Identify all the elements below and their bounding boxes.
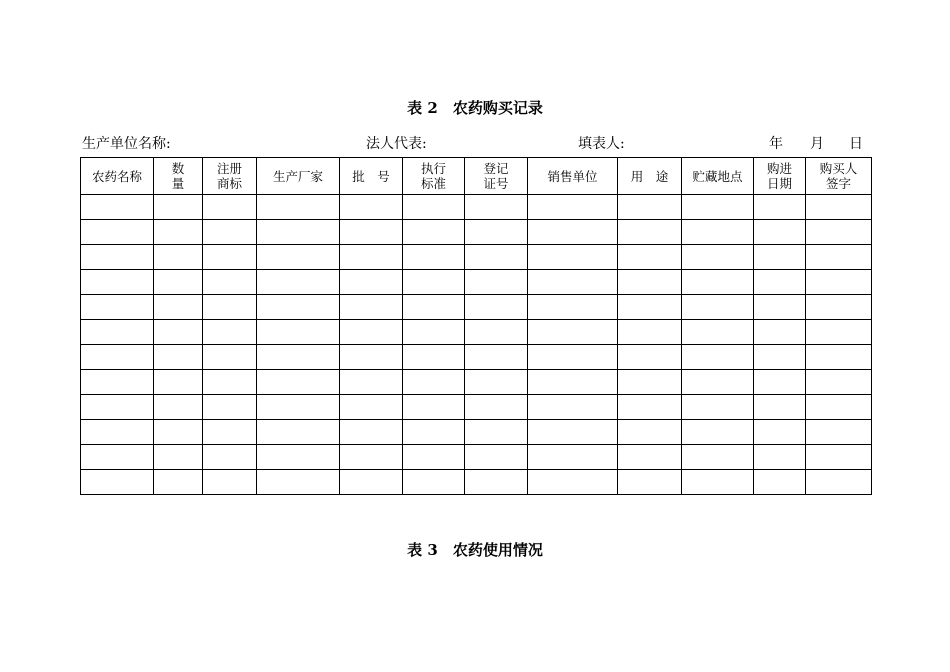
table-cell[interactable]	[257, 195, 340, 220]
table-row	[81, 195, 872, 220]
table-cell[interactable]	[81, 220, 154, 245]
table-cell[interactable]	[465, 245, 528, 270]
table-cell[interactable]	[618, 245, 682, 270]
table-cell[interactable]	[403, 320, 465, 345]
table-cell[interactable]	[154, 245, 203, 270]
table-cell[interactable]	[154, 320, 203, 345]
table-cell[interactable]	[682, 395, 754, 420]
table-cell[interactable]	[81, 420, 154, 445]
column-header	[340, 158, 403, 195]
table-cell[interactable]	[754, 320, 806, 345]
table-cell[interactable]	[682, 220, 754, 245]
table-cell[interactable]	[806, 320, 872, 345]
table-cell[interactable]	[754, 395, 806, 420]
table-cell[interactable]	[465, 370, 528, 395]
table-cell[interactable]	[154, 445, 203, 470]
table-cell[interactable]	[806, 395, 872, 420]
column-header	[618, 158, 682, 195]
column-header	[81, 158, 154, 195]
column-header	[754, 158, 806, 195]
table-cell[interactable]	[754, 195, 806, 220]
table-cell[interactable]	[154, 270, 203, 295]
column-header-line1: 购进	[766, 161, 792, 176]
table-cell[interactable]	[465, 470, 528, 495]
table-cell[interactable]	[203, 245, 257, 270]
table-cell[interactable]	[465, 195, 528, 220]
table-cell[interactable]	[154, 420, 203, 445]
filler-label: 填表人:	[578, 136, 625, 152]
table3-title: 表 3 农药使用情况	[407, 541, 543, 559]
column-header-line1: 农药名称	[91, 168, 142, 184]
table-cell[interactable]	[340, 270, 403, 295]
table-cell[interactable]	[203, 195, 257, 220]
table-cell[interactable]	[81, 470, 154, 495]
column-header	[203, 158, 257, 195]
column-header-line2: 签字	[825, 176, 851, 191]
table-cell[interactable]	[154, 220, 203, 245]
table-cell[interactable]	[682, 320, 754, 345]
table-row	[81, 270, 872, 295]
table-cell[interactable]	[154, 195, 203, 220]
table-cell[interactable]	[257, 445, 340, 470]
table-cell[interactable]	[203, 420, 257, 445]
column-header-line1: 批 号	[352, 168, 390, 184]
table-cell[interactable]	[806, 370, 872, 395]
table-cell[interactable]	[203, 395, 257, 420]
table-cell[interactable]	[618, 320, 682, 345]
table-cell[interactable]	[203, 320, 257, 345]
table-cell[interactable]	[340, 195, 403, 220]
column-header	[806, 158, 872, 195]
table-cell[interactable]	[682, 270, 754, 295]
producer-name-label: 生产单位名称:	[82, 136, 171, 152]
table-cell[interactable]	[806, 470, 872, 495]
table-cell[interactable]	[154, 395, 203, 420]
table-cell[interactable]	[81, 195, 154, 220]
column-header-line1: 贮藏地点	[692, 168, 743, 184]
table-cell[interactable]	[754, 370, 806, 395]
column-header	[465, 158, 528, 195]
column-header-line2: 证号	[483, 176, 509, 191]
column-header-line1: 生产厂家	[272, 168, 323, 184]
table-cell[interactable]	[682, 295, 754, 320]
table-cell[interactable]	[528, 395, 618, 420]
table-cell[interactable]	[528, 445, 618, 470]
table-cell[interactable]	[257, 220, 340, 245]
table-cell[interactable]	[340, 470, 403, 495]
table-cell[interactable]	[528, 420, 618, 445]
table-cell[interactable]	[81, 295, 154, 320]
table-cell[interactable]	[806, 295, 872, 320]
table-cell[interactable]	[754, 345, 806, 370]
column-header-line2: 量	[171, 176, 185, 191]
table-cell[interactable]	[81, 270, 154, 295]
table-cell[interactable]	[618, 395, 682, 420]
table-cell[interactable]	[618, 470, 682, 495]
table-cell[interactable]	[257, 320, 340, 345]
table-cell[interactable]	[528, 320, 618, 345]
column-header	[154, 158, 203, 195]
column-header-line2: 日期	[766, 176, 792, 191]
table-cell[interactable]	[618, 445, 682, 470]
table-cell[interactable]	[340, 295, 403, 320]
table-row	[81, 320, 872, 345]
table-cell[interactable]	[403, 245, 465, 270]
table-cell[interactable]	[465, 220, 528, 245]
table-cell[interactable]	[340, 420, 403, 445]
table-cell[interactable]	[81, 245, 154, 270]
table-cell[interactable]	[754, 420, 806, 445]
column-header	[682, 158, 754, 195]
table-cell[interactable]	[754, 220, 806, 245]
table-cell[interactable]	[340, 220, 403, 245]
table-cell[interactable]	[81, 445, 154, 470]
table-cell[interactable]	[403, 345, 465, 370]
table-cell[interactable]	[754, 470, 806, 495]
table-cell[interactable]	[340, 370, 403, 395]
table-cell[interactable]	[618, 220, 682, 245]
table-cell[interactable]	[340, 320, 403, 345]
table-cell[interactable]	[806, 420, 872, 445]
table-cell[interactable]	[154, 345, 203, 370]
table-cell[interactable]	[154, 295, 203, 320]
table-cell[interactable]	[754, 270, 806, 295]
column-header	[257, 158, 340, 195]
table-cell[interactable]	[682, 420, 754, 445]
column-header-line1: 注册	[216, 161, 242, 176]
table-cell[interactable]	[528, 470, 618, 495]
table-cell[interactable]	[618, 420, 682, 445]
legal-rep-label: 法人代表:	[366, 136, 427, 152]
table-cell[interactable]	[257, 345, 340, 370]
table-cell[interactable]	[403, 470, 465, 495]
table-cell[interactable]	[257, 370, 340, 395]
table-cell[interactable]	[203, 220, 257, 245]
column-header-line1: 购买人	[819, 161, 858, 176]
table-cell[interactable]	[465, 345, 528, 370]
table-cell[interactable]	[465, 270, 528, 295]
column-header-line1: 登记	[483, 161, 509, 176]
table-cell[interactable]	[465, 295, 528, 320]
table-cell[interactable]	[203, 270, 257, 295]
table-cell[interactable]	[528, 370, 618, 395]
table-cell[interactable]	[403, 420, 465, 445]
table-cell[interactable]	[528, 195, 618, 220]
table-cell[interactable]	[154, 370, 203, 395]
table-cell[interactable]	[340, 345, 403, 370]
table-row	[81, 370, 872, 395]
table-cell[interactable]	[257, 395, 340, 420]
table-cell[interactable]	[682, 445, 754, 470]
table-cell[interactable]	[682, 370, 754, 395]
table-cell[interactable]	[618, 270, 682, 295]
table-cell[interactable]	[403, 370, 465, 395]
table-cell[interactable]	[154, 470, 203, 495]
table-cell[interactable]	[806, 220, 872, 245]
column-header-line2: 商标	[216, 176, 242, 191]
column-header-line2: 标准	[420, 176, 446, 191]
table-cell[interactable]	[403, 195, 465, 220]
table-cell[interactable]	[682, 245, 754, 270]
table-cell[interactable]	[465, 420, 528, 445]
year-label: 年	[769, 136, 783, 152]
table-cell[interactable]	[340, 395, 403, 420]
table-cell[interactable]	[203, 345, 257, 370]
column-header-line1: 执行	[420, 161, 446, 176]
table-cell[interactable]	[806, 195, 872, 220]
day-label: 日	[849, 136, 863, 152]
table-row	[81, 420, 872, 445]
table-cell[interactable]	[682, 470, 754, 495]
table-cell[interactable]	[257, 420, 340, 445]
table-cell[interactable]	[257, 270, 340, 295]
table-row	[81, 220, 872, 245]
table-cell[interactable]	[403, 220, 465, 245]
table-row	[81, 470, 872, 495]
table-cell[interactable]	[618, 345, 682, 370]
table-row	[81, 445, 872, 470]
table-body	[81, 195, 872, 495]
table-cell[interactable]	[465, 445, 528, 470]
table-cell[interactable]	[203, 470, 257, 495]
table-cell[interactable]	[403, 445, 465, 470]
table-cell[interactable]	[81, 320, 154, 345]
table-cell[interactable]	[203, 370, 257, 395]
table-cell[interactable]	[203, 295, 257, 320]
table-row	[81, 345, 872, 370]
table-header-row	[81, 158, 872, 195]
column-header	[403, 158, 465, 195]
column-header	[528, 158, 618, 195]
table-cell[interactable]	[682, 345, 754, 370]
table-cell[interactable]	[257, 470, 340, 495]
table-cell[interactable]	[806, 345, 872, 370]
table-cell[interactable]	[806, 270, 872, 295]
table-cell[interactable]	[257, 295, 340, 320]
table-cell[interactable]	[618, 370, 682, 395]
table2-title: 表 2 农药购买记录	[407, 99, 543, 117]
purchase-record-table	[80, 157, 872, 495]
column-header-line1: 销售单位	[547, 168, 598, 184]
table-cell[interactable]	[81, 395, 154, 420]
column-header-line1: 数	[171, 161, 185, 176]
table-cell[interactable]	[403, 395, 465, 420]
table-row	[81, 395, 872, 420]
table-cell[interactable]	[528, 345, 618, 370]
table-cell[interactable]	[806, 445, 872, 470]
table-cell[interactable]	[618, 195, 682, 220]
table-cell[interactable]	[257, 245, 340, 270]
table-cell[interactable]	[806, 245, 872, 270]
table-cell[interactable]	[465, 320, 528, 345]
table-row	[81, 245, 872, 270]
month-label: 月	[810, 136, 824, 152]
table-cell[interactable]	[528, 245, 618, 270]
table-cell[interactable]	[81, 345, 154, 370]
table-cell[interactable]	[528, 295, 618, 320]
table-cell[interactable]	[682, 195, 754, 220]
table-cell[interactable]	[465, 395, 528, 420]
table-cell[interactable]	[618, 295, 682, 320]
table-cell[interactable]	[754, 245, 806, 270]
table-cell[interactable]	[528, 270, 618, 295]
table-cell[interactable]	[81, 370, 154, 395]
table-cell[interactable]	[754, 295, 806, 320]
table-cell[interactable]	[203, 445, 257, 470]
table-cell[interactable]	[528, 220, 618, 245]
table-cell[interactable]	[403, 295, 465, 320]
table-cell[interactable]	[340, 445, 403, 470]
table-row	[81, 295, 872, 320]
table-cell[interactable]	[754, 445, 806, 470]
table-cell[interactable]	[340, 245, 403, 270]
column-header-line1: 用 途	[630, 168, 669, 184]
table-cell[interactable]	[403, 270, 465, 295]
